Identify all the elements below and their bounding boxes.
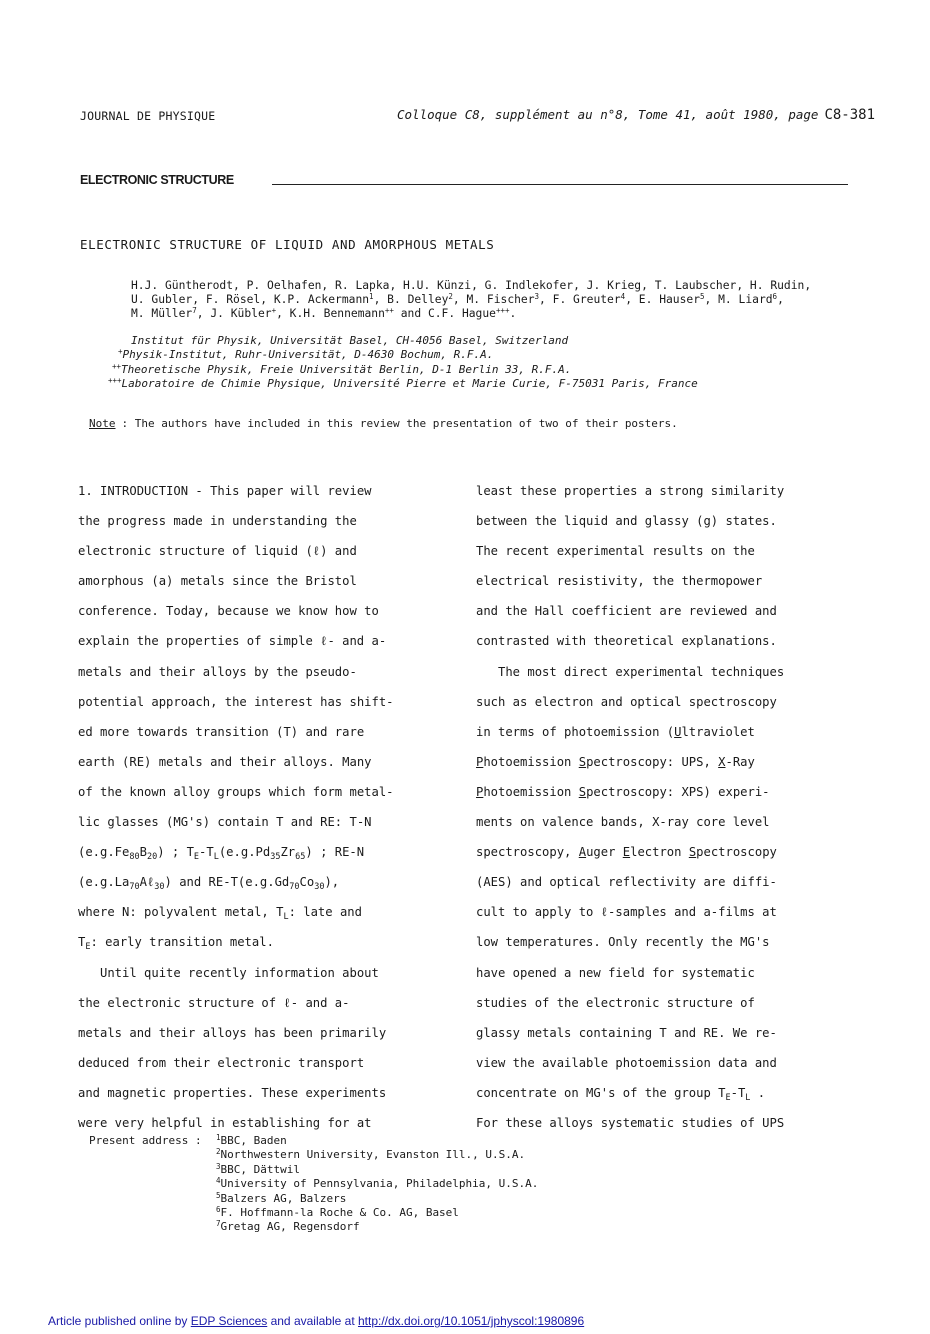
text-line: cult to apply to ℓ-samples and a-films at — [476, 905, 777, 920]
text-line: the electronic structure of ℓ- and a- — [78, 995, 350, 1010]
text-line: conference. Today, because we know how to — [78, 604, 379, 619]
address-item: $^4$University of Pennsylvania, Philadelphia, U.S.A. — [216, 1176, 539, 1191]
present-address-list — [216, 1134, 538, 1235]
affiliation: Institut für Physik, Universität Basel, CH-4056 Basel, Switzerland — [131, 334, 569, 347]
text-line: $(e.g.La_{70}A\ell_{30})$ and $RE-T(e.g.Gd_{70}Co_{30})$, — [78, 875, 340, 893]
address-item: $^2$Northwestern University, Evanston Ill., U.S.A. — [216, 1147, 526, 1162]
address-item: $^1$BBC, Baden — [216, 1133, 287, 1147]
section-heading: ELECTRONIC STRUCTURE — [80, 173, 234, 187]
text-line: Photoemission Spectroscopy: UPS, X-Ray — [476, 754, 755, 769]
text-line: low temperatures. Only recently the MG's — [476, 935, 770, 950]
text-line: earth (RE) metals and their alloys. Many — [78, 754, 372, 769]
text-line: explain the properties of simple ℓ- and a- — [78, 634, 387, 649]
address-item: $^5$Balzers AG, Balzers — [216, 1190, 347, 1205]
text-line: (AES) and optical reflectivity are diffi- — [476, 875, 777, 890]
text-line: amorphous (a) metals since the Bristol — [78, 574, 357, 589]
journal-name: JOURNAL DE PHYSIQUE — [80, 109, 216, 123]
text-line: For these alloys systematic studies of UPS — [476, 1115, 785, 1130]
text-line: such as electron and optical spectroscopy — [476, 694, 777, 709]
note-text: : The authors have included in this review the presentation of two of their posters. — [121, 417, 678, 430]
paper-title: ELECTRONIC STRUCTURE OF LIQUID AND AMORPHOUS METALS — [80, 237, 495, 252]
issue-citation: Colloque C8, supplément au n°8, Tome 41, août 1980, page — [397, 107, 819, 122]
address-item: $^6$F. Hoffmann-la Roche & Co. AG, Basel — [216, 1205, 459, 1220]
text-line: $(e.g.Fe_{80}B_{20})$ ; $T_E-T_L(e.g.Pd_{35}Zr_{65})$ ; RE-N — [78, 845, 365, 863]
left-column — [78, 476, 446, 1138]
author-line: M. Müller$^7$, J. Kübler+, K.H. Bennemann++ and C.F. Hague+++. — [131, 306, 517, 320]
text-line: Until quite recently information about — [78, 965, 379, 980]
author-line: H.J. Güntherodt, P. Oelhafen, R. Lapka, H.U. Künzi, G. Indlekofer, J. Krieg, T. Laubscher, H. Rudin, — [131, 279, 812, 292]
text-line: of the known alloy groups which form metal- — [78, 784, 394, 799]
text-line: contrasted with theoretical explanations. — [476, 634, 777, 649]
text-line: concentrate on MG's of the group $T_E-T_L$ . — [476, 1085, 766, 1103]
text-line: between the liquid and glassy (g) states. — [476, 514, 777, 529]
text-line: metals and their alloys has been primarily — [78, 1025, 387, 1040]
text-line: in terms of photoemission (Ultraviolet — [476, 724, 755, 739]
address-item: $^3$BBC, Dättwil — [216, 1161, 300, 1176]
text-line: potential approach, the interest has shift- — [78, 694, 394, 709]
text-line: and magnetic properties. These experiments — [78, 1085, 387, 1100]
text-line: Photoemission Spectroscopy: XPS) experi- — [476, 784, 770, 799]
right-column — [476, 476, 846, 1138]
text-line: The most direct experimental techniques — [476, 664, 785, 679]
author-line: U. Gubler, F. Rösel, K.P. Ackermann$^1$, B. Delley$^2$, M. Fischer$^3$, F. Greuter$^4$, E. Hauser$^5$, M. Liard$^6$, — [131, 292, 784, 306]
text-line: electrical resistivity, the thermopower — [476, 574, 763, 589]
text-line: least these properties a strong similarity — [476, 484, 785, 498]
text-line: ments on valence bands, X-ray core level — [476, 815, 770, 830]
doi-link[interactable]: http://dx.doi.org/10.1051/jphyscol:1980896 — [357, 1314, 585, 1328]
text-line: studies of the electronic structure of — [476, 995, 755, 1010]
publication-footer: Article published online by EDP Sciences and available at http://dx.doi.org/10.1051/jphyscol:1980896 — [48, 1314, 585, 1328]
page-number: C8-381 — [824, 107, 876, 123]
text-line: The recent experimental results on the — [476, 544, 755, 559]
text-line: have opened a new field for systematic — [476, 965, 755, 980]
text-line: glassy metals containing T and RE. We re- — [476, 1025, 777, 1040]
affiliation-list — [108, 334, 698, 391]
section-rule — [272, 184, 848, 185]
text-line: deduced from their electronic transport — [78, 1055, 365, 1070]
affiliation: +Physik-Institut, Ruhr-Universität, D-4630 Bochum, R.F.A. — [118, 347, 494, 362]
text-line: $T_E$: early transition metal. — [78, 935, 274, 953]
publisher-link[interactable]: EDP Sciences — [190, 1314, 268, 1328]
text-line: 1. INTRODUCTION - This paper will review — [78, 484, 372, 498]
text-line: were very helpful in establishing for at — [78, 1115, 372, 1130]
note — [89, 417, 678, 430]
affiliation: ++Theoretische Physik, Freie Universität Berlin, D-1 Berlin 33, R.F.A. — [112, 361, 572, 376]
text-line: view the available photoemission data and — [476, 1055, 777, 1070]
present-address-label: Present address : — [89, 1134, 202, 1147]
address-item: $^7$Gretag AG, Regensdorf — [216, 1219, 360, 1234]
text-line: where N: polyvalent metal, $T_L$: late and — [78, 905, 362, 923]
note-label: Note — [89, 417, 116, 430]
text-line: and the Hall coefficient are reviewed and — [476, 604, 777, 619]
author-list — [131, 279, 856, 321]
issue-info — [397, 107, 875, 123]
text-line: electronic structure of liquid (ℓ) and — [78, 544, 357, 559]
text-line: ed more towards transition (T) and rare — [78, 724, 365, 739]
text-line: spectroscopy, Auger Electron Spectroscopy — [476, 845, 777, 860]
text-line: lic glasses (MG's) contain T and RE: T-N — [78, 815, 372, 830]
text-line: the progress made in understanding the — [78, 514, 357, 529]
text-line: metals and their alloys by the pseudo- — [78, 664, 357, 679]
affiliation: +++Laboratoire de Chimie Physique, Université Pierre et Marie Curie, F-75031 Paris, France — [108, 375, 698, 390]
